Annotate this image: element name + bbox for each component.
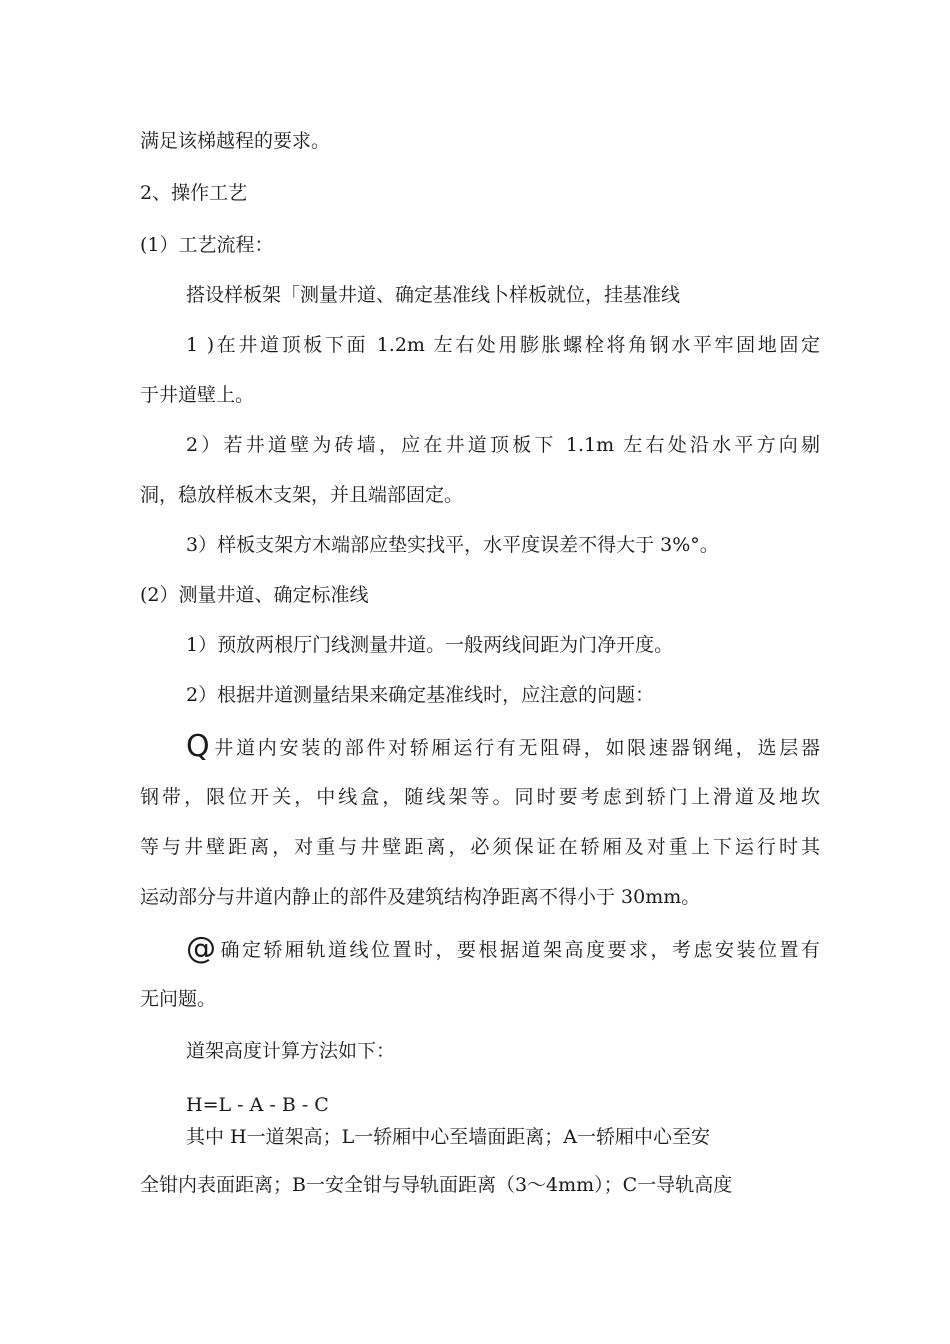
step-1-line-1: 1 )在井道顶板下面 1.2m 左右处用膨胀螺栓将角钢水平牢固地固定	[186, 334, 820, 356]
calc-method-heading: 道架高度计算方法如下：	[186, 1040, 396, 1062]
formula: H=L - A - B - C	[186, 1094, 329, 1116]
item-at-line-1-text: 确定轿厢轨道线位置时，要根据道架高度要求，考虑安装位置有	[218, 939, 820, 961]
item-q-line-2: 钢带，限位开关，中线盒，随线架等。同时要考虑到轿门上滑道及地坎	[140, 786, 820, 808]
step-1-line-2: 于井道壁上。	[140, 384, 255, 406]
step-3-line: 3）样板支架方木端部应垫实找平，水平度误差不得大于 3%°。	[186, 534, 719, 556]
formula-explain-line-1: 其中 H一道架高；L一轿厢中心至墙面距离；A一轿厢中心至安	[186, 1126, 710, 1148]
item-at-line-1	[186, 931, 820, 966]
subheading-measure-shaft: (2）测量井道、确定标准线	[140, 584, 369, 606]
process-flow-text: 搭设样板架「测量井道、确定基准线卜样板就位，挂基准线	[186, 284, 681, 306]
formula-explain-line-2: 全钳内表面距离；B一安全钳与导轨面距离（3〜4mm）；C一导轨高度	[140, 1174, 733, 1196]
at-mark: @	[186, 931, 216, 966]
measure-step-1: 1）预放两根厅门线测量井道。一般两线间距为门净开度。	[186, 634, 674, 656]
measure-step-2: 2）根据井道测量结果来确定基准线时，应注意的问题：	[186, 684, 655, 706]
subheading-process-flow: (1）工艺流程：	[140, 234, 274, 256]
item-at-line-2: 无问题。	[140, 988, 217, 1010]
item-q-line-4: 运动部分与井道内静止的部件及建筑结构净距离不得小于 30mm。	[140, 886, 701, 908]
step-2-line-1: 2）若井道壁为砖墙，应在井道顶板下 1.1m 左右处沿水平方向剔	[186, 434, 820, 456]
step-2-line-2: 洞，稳放样板木支架，并且端部固定。	[140, 484, 464, 506]
item-q-line-3: 等与井壁距离，对重与井壁距离，必须保证在轿厢及对重上下运行时其	[140, 836, 820, 858]
item-q-line-1	[186, 729, 820, 764]
text-line-continuation: 满足该梯越程的要求。	[140, 130, 331, 152]
q-mark: Q	[186, 729, 210, 764]
section-heading-operation-process: 2、操作工艺	[140, 182, 248, 204]
item-q-line-1-text: 井道内安装的部件对轿厢运行有无阻碍，如限速器钢绳，选层器	[211, 737, 820, 759]
